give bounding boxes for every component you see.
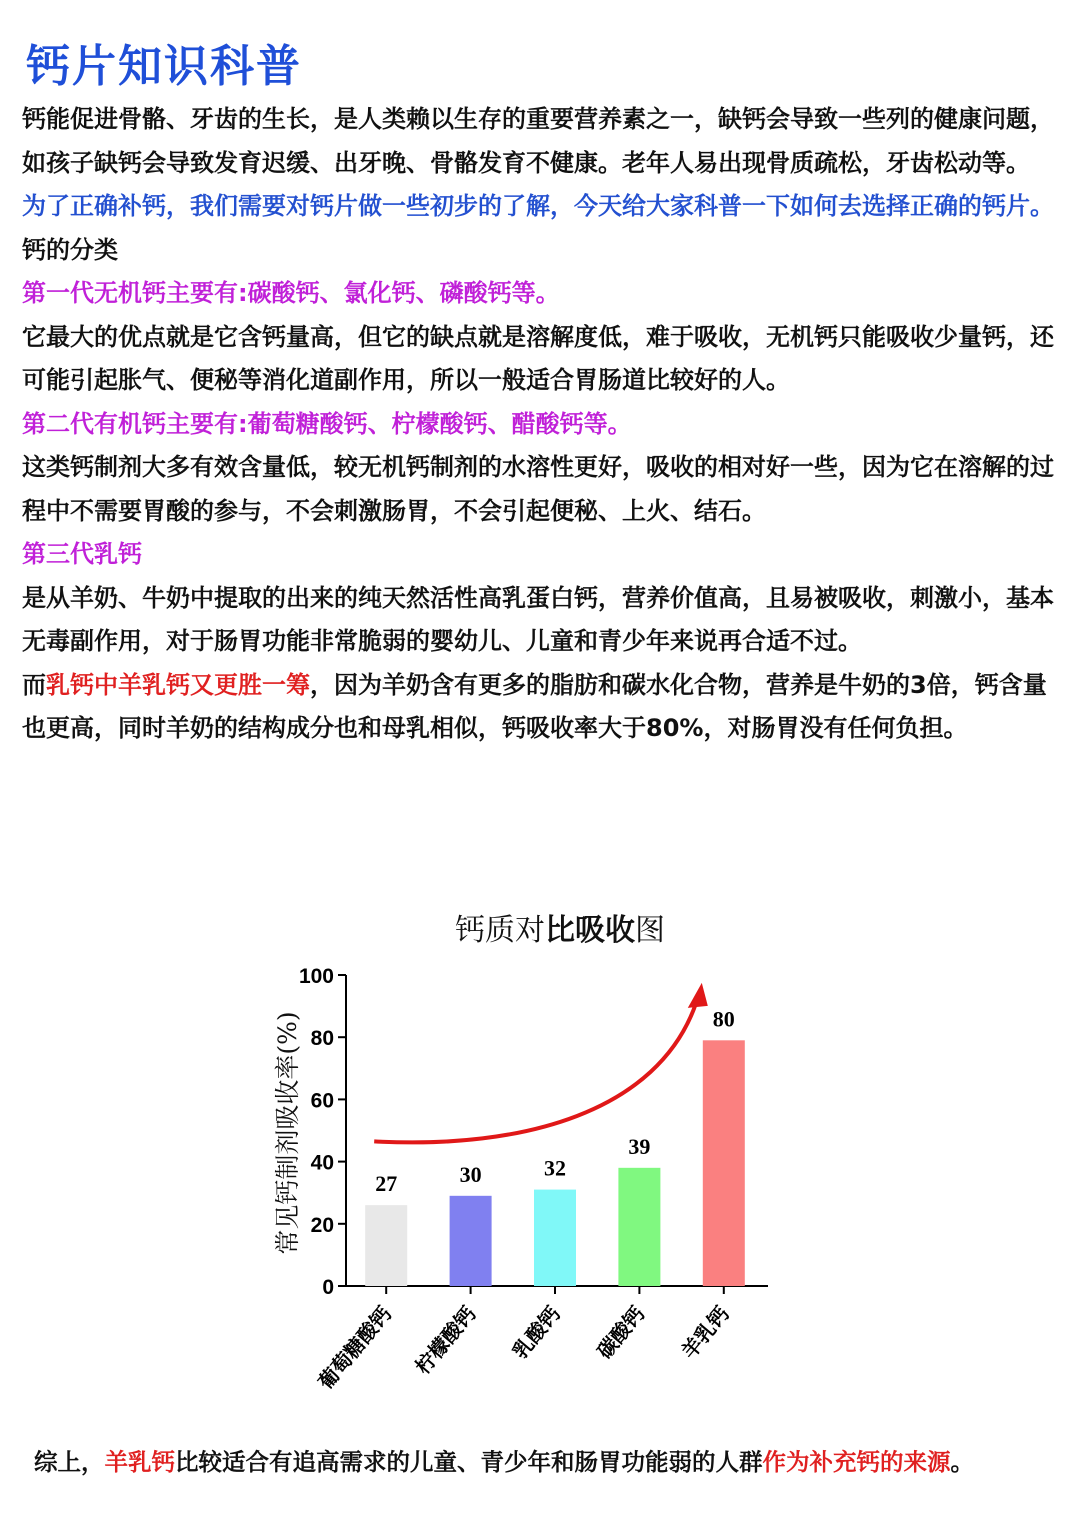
page-title: 钙片知识科普 [26,41,302,92]
data-label: 39 [628,1133,651,1159]
bar [703,1040,745,1286]
chart-title-part: 图 [635,913,665,948]
category-label: 乳酸钙 [507,1301,565,1364]
paragraph-text: 它最大的优点就是它含钙量高，但它的缺点就是溶解度低，难于吸收，无机钙只能吸收少量钙，还可能引起胀气、便秘等消化道副作用，所以一般适合胃肠道比较好的人。 [22,322,1054,394]
summary-text: 羊乳钙 [104,1448,175,1476]
bar [534,1190,576,1286]
y-tick-label: 80 [310,1027,334,1051]
category-label: 柠檬酸钙 [410,1301,481,1379]
data-label: 30 [459,1161,482,1187]
category-label: 羊乳钙 [676,1301,734,1364]
trend-arrow-head [688,983,708,1008]
category-label: 碳酸钙 [592,1301,650,1364]
data-label: 32 [544,1155,566,1181]
trend-arrow-line [374,1004,696,1143]
paragraph-text: 是从羊奶、牛奶中提取的出来的纯天然活性高乳蛋白钙，营养价值高，且易被吸收，刺激小，基本无毒副作用，对于肠胃功能非常脆弱的婴幼儿、儿童和青少年来说再合适不过。 [22,583,1054,655]
summary-text: 。 [950,1448,974,1476]
summary-text: 比较适合有追高需求的儿童、青少年和肠胃功能弱的人群 [175,1448,763,1476]
bar [618,1168,660,1286]
paragraph-text: 为了正确补钙，我们需要对钙片做一些初步的了解，今天给大家科普一下如何去选择正确的钙片。 [22,192,1054,220]
paragraph-text: 第一代无机钙主要有:碳酸钙、氯化钙、磷酸钙等。 [22,279,560,307]
summary-text: 综上， [34,1448,105,1476]
y-tick-label: 60 [310,1089,334,1113]
paragraph-text: 第三代乳钙 [22,540,142,568]
paragraph-text: 乳钙中羊乳钙又更胜一筹 [46,670,310,699]
summary-text: 作为补充钙的来源 [762,1448,951,1476]
y-tick-label: 0 [322,1276,334,1299]
category-label: 葡萄糖酸钙 [313,1301,397,1394]
paragraph-text: 钙的分类 [22,235,118,264]
paragraph-text: ，因为羊奶含有更多的脂肪和碳水化合物，营养是牛奶的3倍，钙含量也更高，同时羊奶的结构成分也和母乳相似，钙吸收率大于80%，对肠胃没有任何负担。 [22,670,1047,742]
paragraph-text: 第二代有机钙主要有:葡萄糖酸钙、柠檬酸钙、醋酸钙等。 [22,409,632,438]
bar [450,1196,492,1286]
bar [365,1205,407,1286]
chart-y-axis-label: 常见钙制剂吸收率(%) [273,1011,302,1255]
summary-line [34,1443,974,1477]
data-label: 27 [375,1171,398,1197]
chart-title-part: 比吸收 [545,913,635,948]
y-tick-label: 100 [298,965,334,988]
paragraph-text: 钙能促进骨骼、牙齿的生长，是人类赖以生存的重要营养素之一，缺钙会导致一些列的健康问题，如孩子缺钙会导致发育迟缓、出牙晚、骨骼发育不健康。老年人易出现骨质疏松，牙齿松动等。 [22,105,1054,177]
chart-title-part: 钙质对 [455,913,545,948]
data-label: 80 [712,1006,735,1032]
paragraph-text: 这类钙制剂大多有效含量低，较无机钙制剂的水溶性更好，吸收的相对好一些，因为它在溶解的过程中不需要胃酸的参与，不会刺激肠胃，不会引起便秘、上火、结石。 [22,453,1054,525]
paragraph-text: 而 [22,670,46,699]
y-tick-label: 40 [310,1151,334,1175]
y-tick-label: 20 [310,1213,334,1237]
